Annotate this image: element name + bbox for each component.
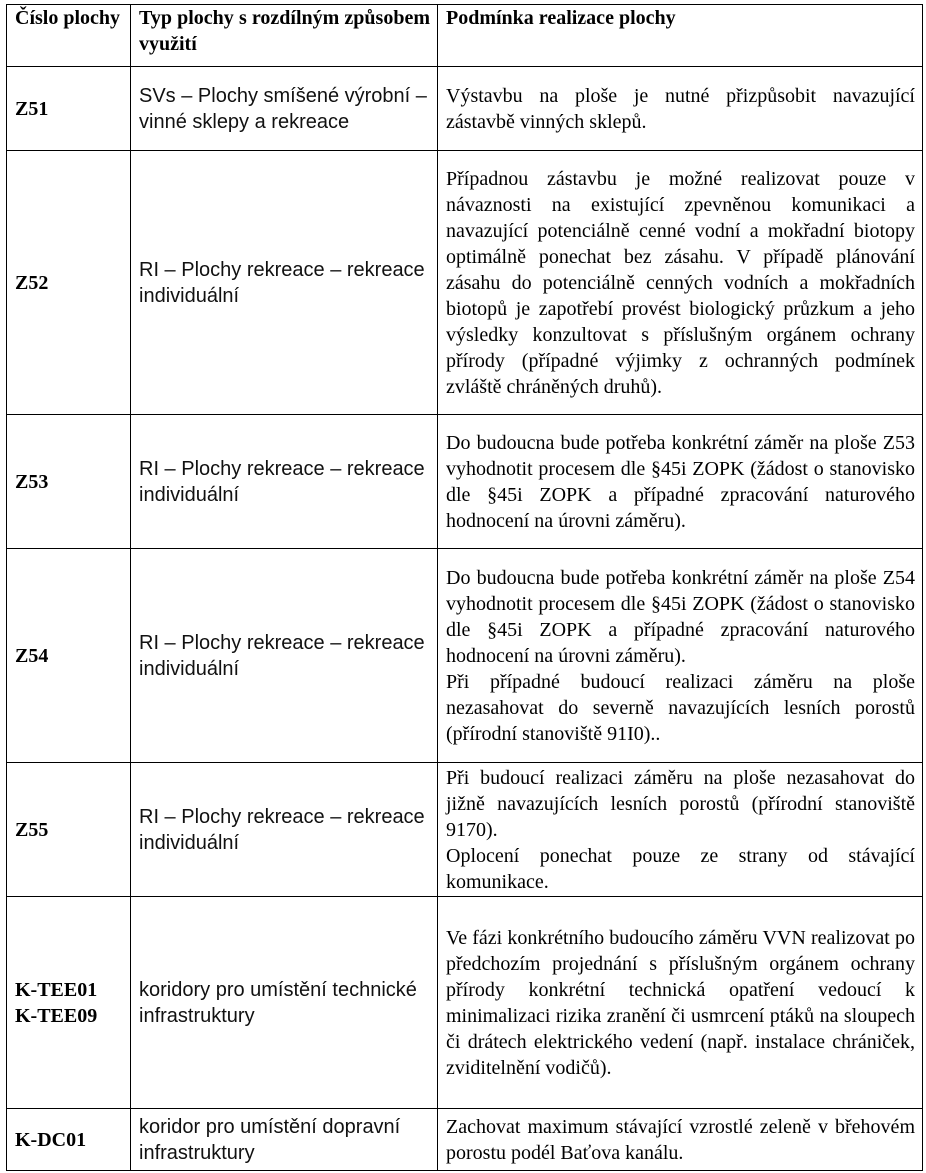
header-type: Typ plochy s rozdílným způsobem využití: [131, 5, 438, 67]
row-condition: [438, 897, 923, 1109]
row-id-line: K-TEE09: [15, 1004, 98, 1027]
row-condition: [438, 151, 923, 415]
table-row: [7, 897, 923, 1109]
row-type: RI – Plochy rekreace – rekreace individuální: [131, 151, 438, 415]
condition-text: Do budoucna bude potřeba konkrétní záměr na ploše Z54 vyhodnotit procesem dle §45i ZOPK (žádost o stanovisko dle §45i ZOPK a případné zpracování naturového hodnocení na úrovni záměru).: [446, 566, 915, 667]
condition-text: Ve fázi konkrétního budoucího záměru VVN realizovat po předchozím projednání s příslušným orgánem ochrany přírody konkrétní technická opatření vedoucí k minimalizaci rizika zranění či usmrcení ptáků na sloupech či drátech elektrického vedení (např. instalace chrániček, zviditelnění vodičů).: [446, 926, 915, 1079]
row-type: RI – Plochy rekreace – rekreace individuální: [131, 415, 438, 549]
row-id: Z52: [7, 151, 131, 415]
row-id-line: K-TEE01: [15, 978, 98, 1001]
condition-text: Při budoucí realizaci záměru na ploše nezasahovat do jižně navazujících lesních porostů (přírodní stanoviště 9170).: [446, 766, 915, 841]
row-id: Z54: [7, 549, 131, 763]
row-id: [7, 897, 131, 1109]
row-condition: [438, 763, 923, 897]
row-id: K-DC01: [7, 1109, 131, 1171]
row-type: RI – Plochy rekreace – rekreace individuální: [131, 763, 438, 897]
row-condition: [438, 1109, 923, 1171]
row-id: Z55: [7, 763, 131, 897]
row-type: RI – Plochy rekreace – rekreace individuální: [131, 549, 438, 763]
condition-text: Zachovat maximum stávající vzrostlé zeleně v břehovém porostu podél Baťova kanálu.: [446, 1115, 915, 1164]
row-condition: [438, 67, 923, 151]
table-row: [7, 415, 923, 549]
condition-text: Do budoucna bude potřeba konkrétní záměr na ploše Z53 vyhodnotit procesem dle §45i ZOPK (žádost o stanovisko dle §45i ZOPK a případné zpracování naturového hodnocení na úrovni záměru).: [446, 431, 915, 532]
table-row: [7, 67, 923, 151]
conditions-table: [6, 4, 923, 1171]
table-row: [7, 549, 923, 763]
table-row: [7, 151, 923, 415]
row-condition: [438, 415, 923, 549]
row-id: Z53: [7, 415, 131, 549]
header-row: [7, 5, 923, 67]
header-id: Číslo plochy: [7, 5, 131, 67]
condition-text: Při případné budoucí realizaci záměru na ploše nezasahovat do severně navazujících lesních porostů (přírodní stanoviště 91I0)..: [446, 670, 915, 745]
row-id: Z51: [7, 67, 131, 151]
row-condition: [438, 549, 923, 763]
row-type: SVs – Plochy smíšené výrobní – vinné sklepy a rekreace: [131, 67, 438, 151]
condition-text: Výstavbu na ploše je nutné přizpůsobit navazující zástavbě vinných sklepů.: [446, 84, 915, 133]
row-type: koridory pro umístění technické infrastruktury: [131, 897, 438, 1109]
header-condition: Podmínka realizace plochy: [438, 5, 923, 67]
condition-text: Oplocení ponechat pouze ze strany od stávající komunikace.: [446, 844, 915, 893]
table-row: [7, 1109, 923, 1171]
row-type: koridor pro umístění dopravní infrastruktury: [131, 1109, 438, 1171]
condition-text: Případnou zástavbu je možné realizovat pouze v návaznosti na existující zpevněnou komunikaci a navazující potenciálně cenné vodní a mokřadní biotopy optimálně ponechat bez zásahu. V případě plánování zásahu do potenciálně cenných vodních a mokřadních biotopů je zapotřebí provést biologický průzkum a jeho výsledky konzultovat s příslušným orgánem ochrany přírody (případné výjimky z ochranných podmínek zvláště chráněných druhů).: [446, 167, 915, 398]
table-row: [7, 763, 923, 897]
